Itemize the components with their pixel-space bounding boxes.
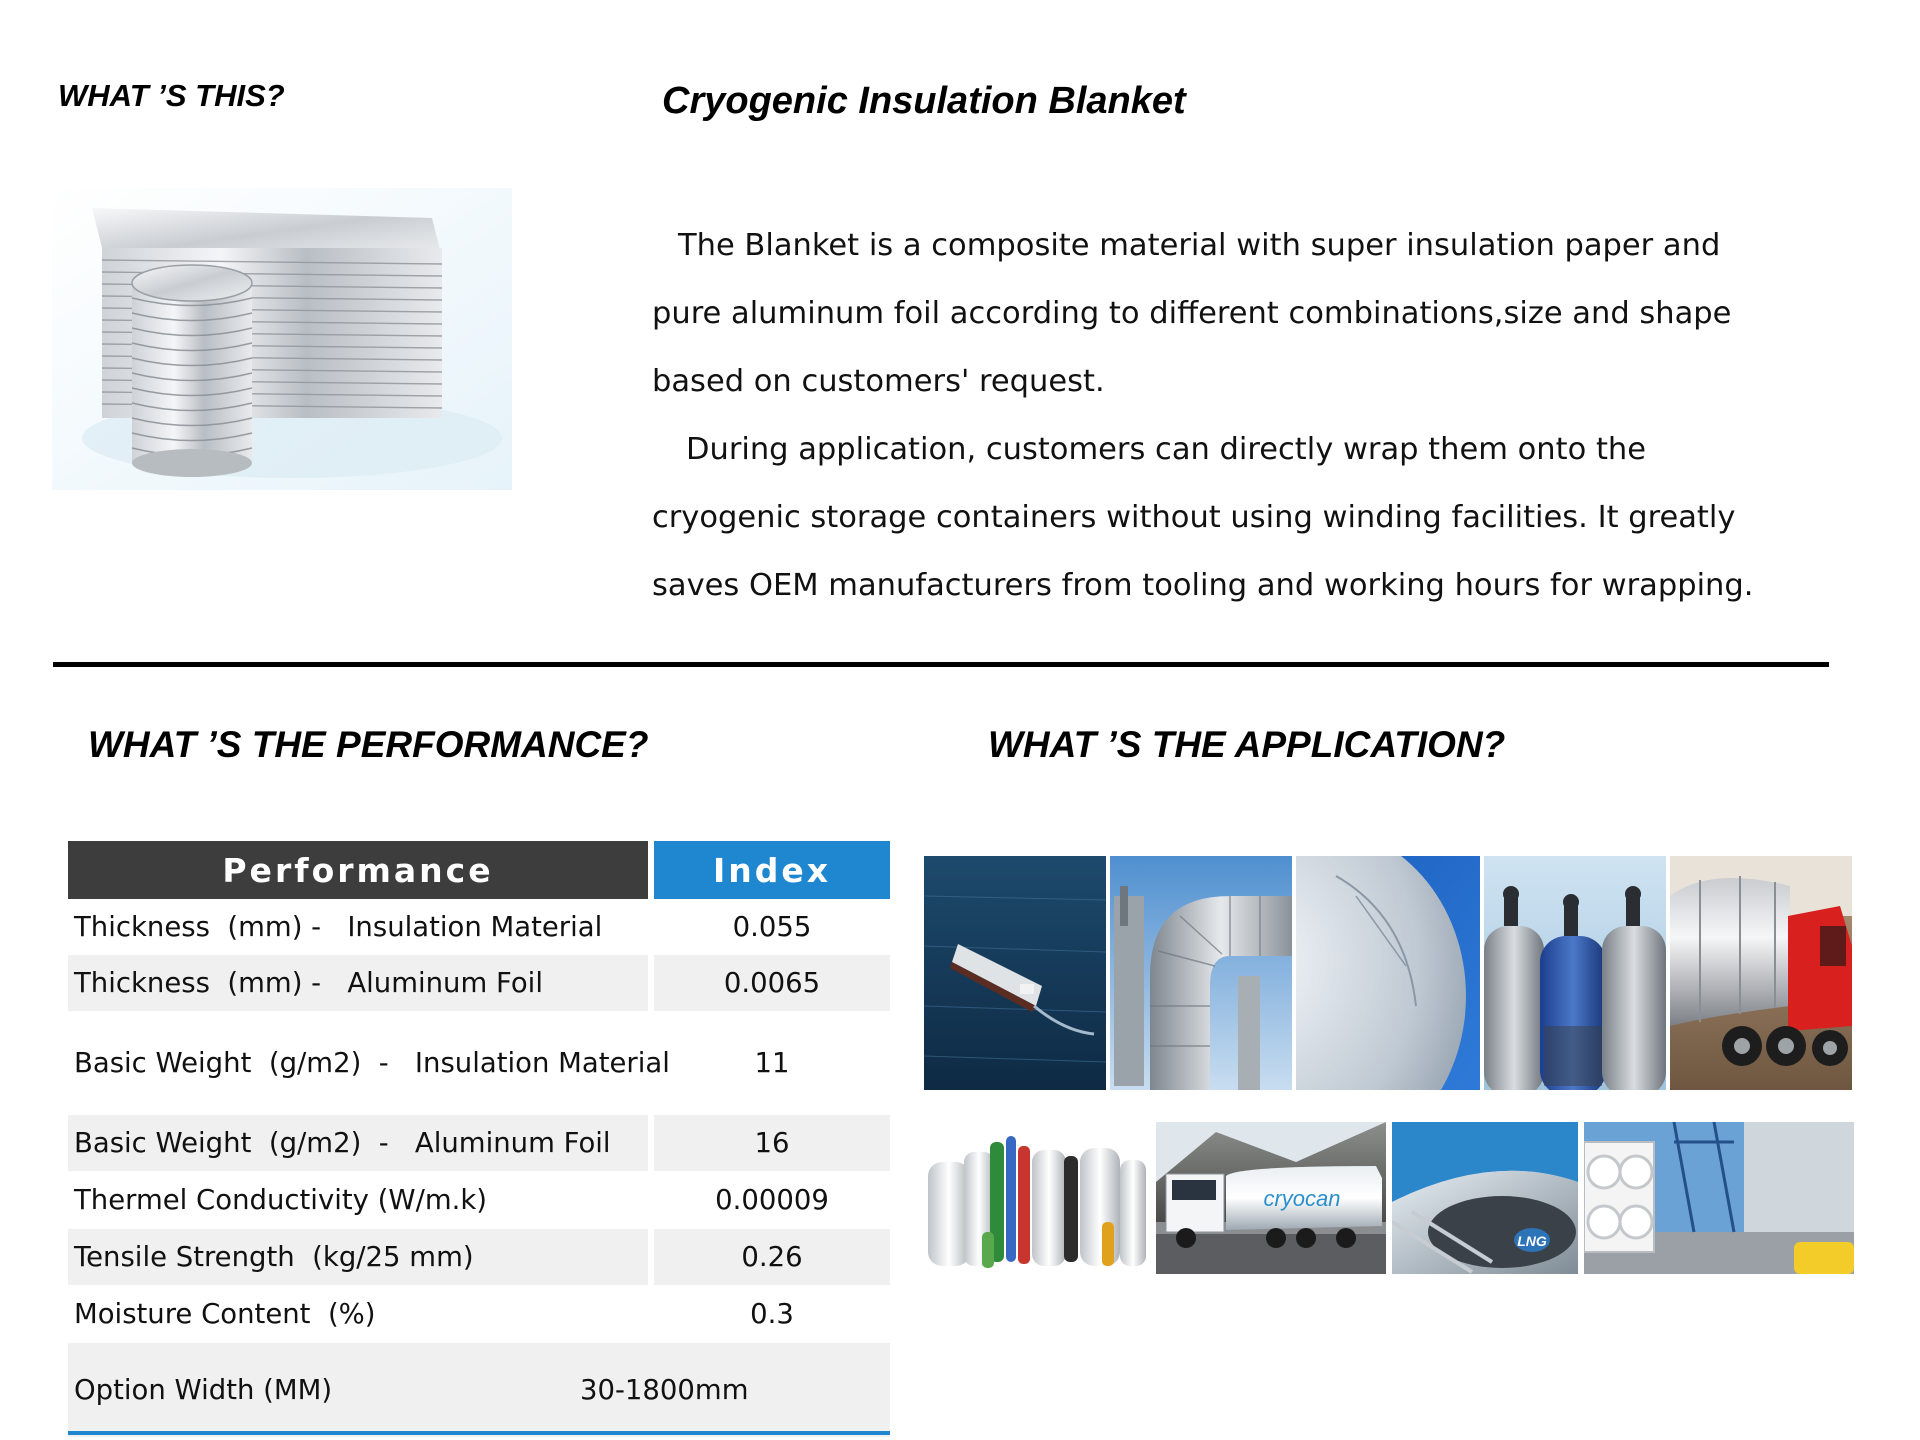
option-width-row — [68, 1343, 890, 1437]
section-divider — [53, 662, 1829, 667]
description-line: The Blanket is a composite material with super insulation paper and — [678, 228, 1721, 263]
table-row — [68, 1229, 890, 1285]
row-value: 16 — [654, 1115, 890, 1171]
row-label: Thickness (mm) - Insulation Material — [74, 911, 603, 943]
row-label: Tensile Strength (kg/25 mm) — [68, 1229, 648, 1285]
photo-storage-sphere — [1296, 856, 1480, 1090]
table-row — [68, 1285, 890, 1343]
table-row — [68, 1011, 890, 1115]
application-heading: WHAT ’S THE APPLICATION? — [988, 724, 1506, 765]
table-bottom-line — [68, 1431, 890, 1435]
description-line: cryogenic storage containers without using winding facilities. It greatly — [652, 500, 1736, 535]
table-row — [68, 899, 890, 955]
description-line: pure aluminum foil according to different combinations,size and shape — [652, 296, 1732, 331]
product-image — [52, 188, 512, 490]
row-value: 0.26 — [654, 1229, 890, 1285]
photo-iso-tank-containers — [1584, 1122, 1854, 1274]
photo-insulated-pipes — [1110, 856, 1292, 1090]
description-line: based on customers' request. — [652, 364, 1105, 399]
product-description — [652, 212, 1832, 620]
performance-heading: WHAT ’S THE PERFORMANCE? — [88, 724, 649, 765]
table-row — [68, 1115, 890, 1171]
table-row — [68, 1171, 890, 1229]
row-value: 0.00009 — [715, 1184, 829, 1216]
row-value: 0.055 — [732, 911, 812, 943]
whats-this-heading: WHAT ’S THIS? — [58, 78, 285, 113]
option-width-value: 30-1800mm — [580, 1374, 749, 1406]
row-value: 11 — [754, 1047, 790, 1079]
description-line: During application, customers can directly wrap them onto the — [686, 432, 1647, 467]
description-line: saves OEM manufacturers from tooling and working hours for wrapping. — [652, 568, 1754, 603]
photo-cryogenic-cylinders — [924, 1122, 1150, 1274]
photo-lng-ship — [924, 856, 1106, 1090]
header-index: Index — [654, 841, 890, 899]
product-title: Cryogenic Insulation Blanket — [662, 80, 1186, 122]
row-label: Thermel Conductivity (W/m.k) — [74, 1184, 488, 1216]
photo-lng-vehicle-tank — [1392, 1122, 1578, 1274]
row-label: Basic Weight (g/m2) - Insulation Material — [74, 1047, 670, 1079]
option-width-label: Option Width (MM) — [74, 1374, 333, 1406]
cryocan-logo-text: cryocan — [1263, 1186, 1341, 1211]
lng-label: LNG — [1517, 1233, 1547, 1249]
header-performance: Performance — [68, 841, 648, 899]
performance-table — [68, 841, 890, 1437]
table-row — [68, 955, 890, 1011]
photo-tanker-truck — [1670, 856, 1852, 1090]
row-value: 0.3 — [750, 1298, 794, 1330]
row-label: Basic Weight (g/m2) - Aluminum Foil — [68, 1115, 648, 1171]
photo-gas-cylinders — [1484, 856, 1666, 1090]
row-value: 0.0065 — [654, 955, 890, 1011]
row-label: Moisture Content (%) — [74, 1298, 376, 1330]
photo-cryocan-truck — [1156, 1122, 1386, 1274]
table-header-row — [68, 841, 890, 899]
row-label: Thickness (mm) - Aluminum Foil — [68, 955, 648, 1011]
